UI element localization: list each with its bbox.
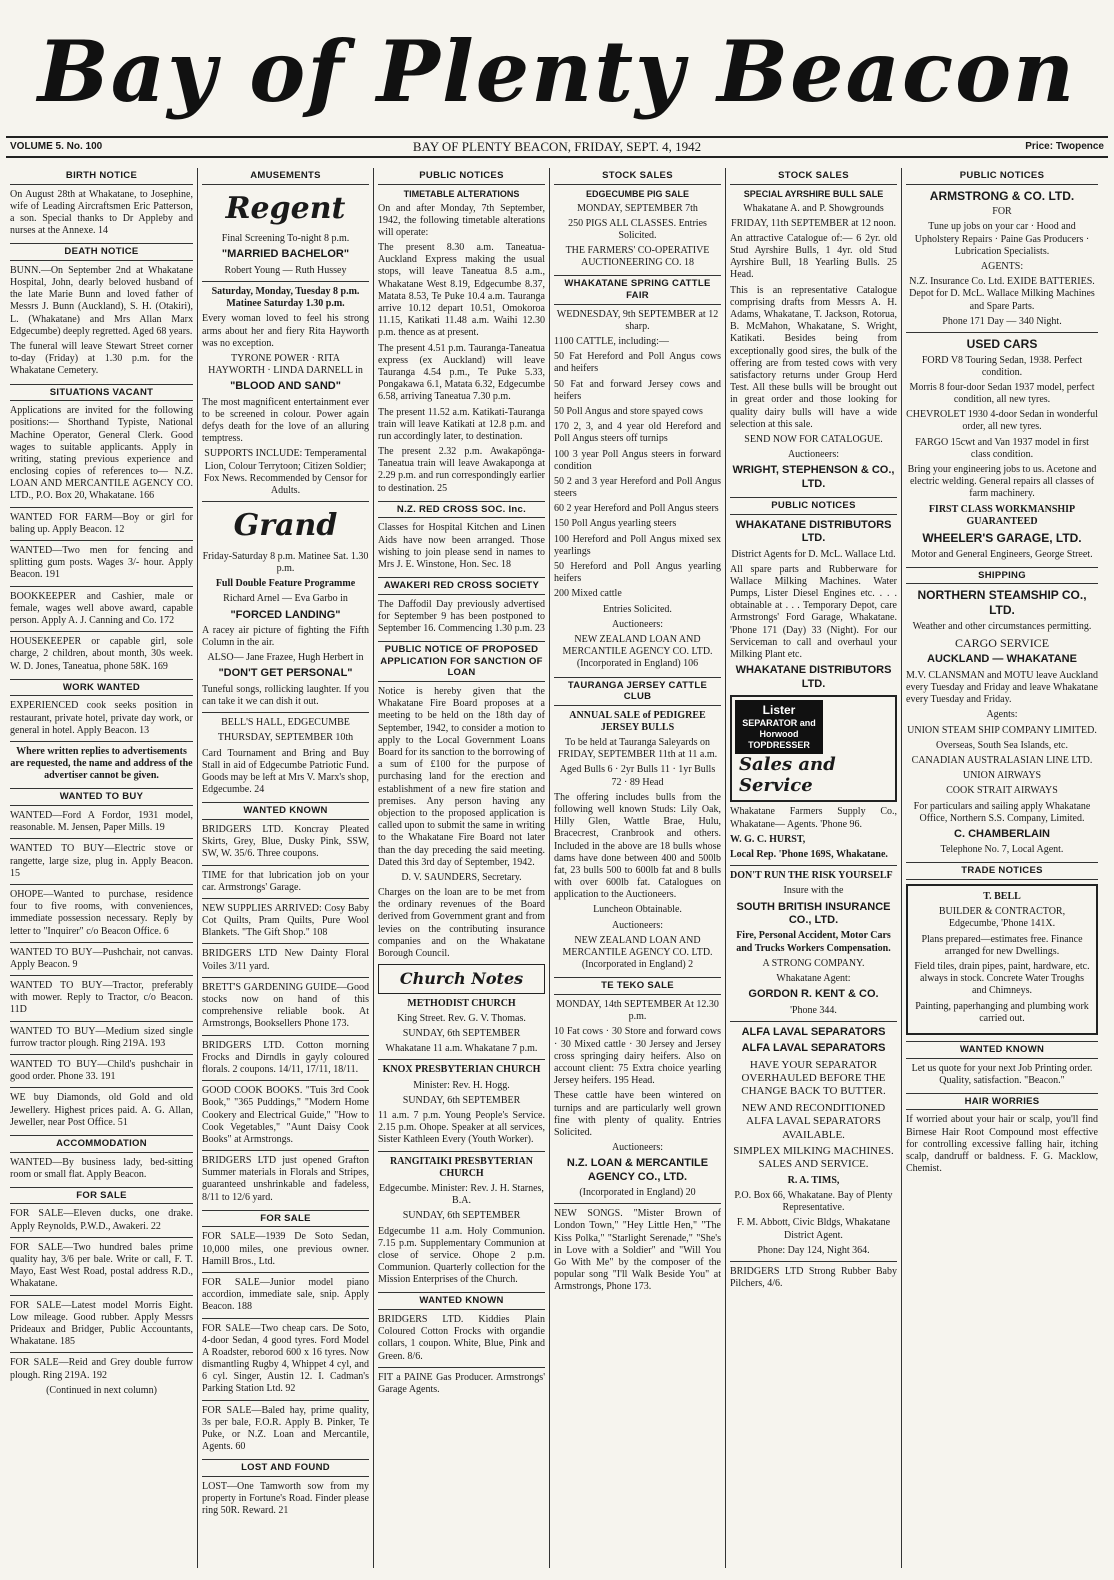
wanted-known-heading: WANTED KNOWN xyxy=(378,1292,545,1310)
abbott-phone: Phone: Day 124, Night 364. xyxy=(757,1244,870,1256)
union-airways: UNION AIRWAYS xyxy=(962,770,1042,782)
column-6 xyxy=(902,168,1102,1568)
classified-ad: WANTED FOR FARM—Boy or girl for baling up. Apply Beacon. 12 xyxy=(10,511,193,535)
distributors-name: WHAKATANE DISTRIBUTORS LTD. xyxy=(735,664,892,690)
ayrshire-heading: SPECIAL AYRSHIRE BULL SALE xyxy=(743,188,884,199)
insurance-types: Fire, Personal Accident, Motor Cars and Trucks Workers Compensation. xyxy=(736,930,891,954)
cattle-line: 50 Fat and forward Jersey cows and heifers xyxy=(554,378,721,402)
shipping-heading: SHIPPING xyxy=(906,567,1098,585)
classified-ad: BRIDGERS LTD. Cotton morning Frocks and Dirndls in gayly coloured florals. 2 coupons. 14/11, 17/11, 18/11. xyxy=(202,1039,369,1075)
classified-ad: FOR SALE—Two cheap cars. De Soto, 4-door Sedan, 4 good tyres. Ford Model A Roadster, reborod 600 x 16 tyres. Now dismantling Rugby 4, Whippet 4 cyl, and 6 cyl. Singer, Austin 12. I. Cadman's Parking Station Ltd. 92 xyxy=(202,1322,369,1395)
lister-logo xyxy=(735,700,823,754)
auctioneer: NEW ZEALAND LOAN AND MERCANTILE AGENCY CO. LTD. (Incorporated in England) 2 xyxy=(562,934,713,971)
classified-ad: WE buy Diamonds, old Gold and old Jewellery. Highest prices paid. A. G. Allan, Jeweller, near Post Office. 51 xyxy=(10,1092,193,1128)
cattle-line: 50 Poll Angus and store spayed cows xyxy=(554,405,703,417)
chamberlain-sub: Telephone No. 7, Local Agent. xyxy=(940,844,1064,856)
jersey-text: The offering includes bulls from the following well known Studs: Lily Oak, Hilly Glen, Wattle Brae, Hulu, Bracecrest, Cranbrook and others. Included in the above are 18 bulls whose dams have done between 400 and 500lb fat, 23 bulls 500 to 600lb fat and 8 bulls with over 600lb fat. Catalogues on application to the Auctioneers. xyxy=(554,791,721,901)
te-teko-note: These cattle have been wintered on turnips and are particularly well grown fine with plenty of quality. Entries Solicited. xyxy=(554,1090,721,1138)
cattle-line: 200 Mixed cattle xyxy=(554,588,622,600)
te-teko-heading: TE TEKO SALE xyxy=(554,977,721,995)
columns xyxy=(6,168,1108,1568)
cattle-line: Entries Solicited. xyxy=(603,603,672,615)
hurst-sub: Local Rep. 'Phone 169S, Whakatane. xyxy=(730,849,888,860)
insurance-company: SOUTH BRITISH INSURANCE CO., LTD. xyxy=(736,900,891,926)
film-blurb: The most magnificent entertainment ever to be screened in colour. Power again defys death for the love of an alluring temptress. xyxy=(202,396,369,445)
cattle-fair-heading: WHAKATANE SPRING CATTLE FAIR xyxy=(554,275,721,304)
nz-loan-sub: (Incorporated in England) 20 xyxy=(579,1187,696,1199)
public-notices-heading: PUBLIC NOTICES xyxy=(906,168,1098,185)
classified-ad: GOOD COOK BOOKS. "Tuis 3rd Cook Book," "365 Puddings," "Modern Home Cookery and Electrical Guide," "How to Cook Vegetables," "Aunt Daisy Cook Books" at Armstrongs. xyxy=(202,1085,369,1145)
agents-label: AGENTS: xyxy=(980,260,1024,272)
classified-ad: FOR SALE—Two hundred bales prime quality hay, 3/6 per bale. Write or call, F. T. Mayo, East West Road, postal address R.D., Whakatane. xyxy=(10,1241,193,1290)
classified-ad: FOR SALE—Junior model piano accordion, immediate sale, snip. Apply Beacon. 188 xyxy=(202,1276,369,1313)
workmanship: FIRST CLASS WORKMANSHIP GUARANTEED xyxy=(928,503,1076,527)
trade-notices-heading: TRADE NOTICES xyxy=(906,862,1098,880)
date-line: BAY OF PLENTY BEACON, FRIDAY, SEPT. 4, 1942 xyxy=(412,139,702,154)
district-agents: District Agents for D. McL. Wallace Ltd. xyxy=(731,548,896,560)
canadian-line: CANADIAN AUSTRALASIAN LINE LTD. xyxy=(911,754,1093,766)
classified-ad: FOR SALE—Reid and Grey double furrow plough. Ring 219A. 192 xyxy=(10,1357,193,1381)
cook-strait-airways: COOK STRAIT AIRWAYS xyxy=(946,785,1058,797)
wheeler-sub: Motor and General Engineers, George Street. xyxy=(911,548,1093,560)
used-car: FORD V8 Touring Sedan, 1938. Perfect condition. xyxy=(921,354,1083,378)
regent-logo: Regent xyxy=(225,190,346,226)
church-times: 11 a.m. 7 p.m. Young People's Service. 2.15 p.m. Ohope. Speaker at all services, Sister Kathleen Every (Youth Worker). xyxy=(378,1110,545,1146)
cattle-line: 100 3 year Poll Angus steers in forward condition xyxy=(554,448,721,472)
risk-heading: DON'T RUN THE RISK YOURSELF xyxy=(730,870,893,882)
film-cast: Robert Young — Ruth Hussey xyxy=(224,264,347,276)
strong-company: A STRONG COMPANY. xyxy=(762,957,865,969)
column-3 xyxy=(374,168,550,1568)
classified-ad: FOR SALE—Baled hay, prime quality, 3s per bale, F.O.R. Apply B. Pinker, Te Puke, or N.Z. Loan and Mercantile, Agents. 60 xyxy=(202,1404,369,1453)
wanted-buy-heading: WANTED TO BUY xyxy=(10,788,193,806)
pig-sale-text: 250 PIGS ALL CLASSES. Entries Solicited. xyxy=(568,217,707,241)
loan-charges: Charges on the loan are to be met from the ordinary revenues of the Board derived from Government grant and from levies on the contributing insurance companies and on the Whakatane Borough Council. xyxy=(378,887,545,959)
situations-ad: Applications are invited for the following positions:— Shorthand Typiste, National Machine Operator, General Clerk. Good wages to suitable applicants. Apply in writing, stating previous experience and enclosing copies of references to— N.Z. LOAN AND MERCANTILE AGENCY CO. LTD., P.O. Box 20, Whakatane. 166 xyxy=(10,405,193,502)
column-1 xyxy=(6,168,198,1568)
birth-heading: BIRTH NOTICE xyxy=(10,168,193,185)
wanted-known-heading: WANTED KNOWN xyxy=(906,1041,1098,1059)
catalogue-note: SEND NOW FOR CATALOGUE. xyxy=(744,433,883,445)
classified-ad: FOR SALE—Latest model Morris Eight. Low mileage. Good rubber. Apply Messrs Prideaux and Bridger, Public Accountants, Whakatane. 185 xyxy=(10,1299,193,1348)
volume-number: VOLUME 5. No. 100 xyxy=(10,141,103,152)
armstrong-services: Tune up jobs on your car · Hood and Upholstery Repairs · Paine Gas Producers · Lubrication Specialists. xyxy=(914,221,1090,257)
film-blurb: A racey air picture of fighting the Fifth Column in the air. xyxy=(202,624,369,649)
agents-label: Agents: xyxy=(986,709,1018,721)
film-title: "MARRIED BACHELOR" xyxy=(221,248,350,261)
te-teko-list: 10 Fat cows · 30 Store and forward cows · 30 Mixed cattle · 30 Jersey and Jersey cross springing dairy heifers. Also on account client: 75 Extra choice yearling Jersey heifers. 195 Head. xyxy=(554,1026,721,1087)
classified-ad: TIME for that lubrication job on your car. Armstrongs' Garage. xyxy=(202,869,369,893)
cattle-line: 60 2 year Hereford and Poll Angus steers xyxy=(554,503,719,515)
alfa-text: HAVE YOUR SEPARATOR OVERHAULED BEFORE THE CHANGE BACK TO BUTTER. xyxy=(741,1058,886,1098)
ships-text: M.V. CLANSMAN and MOTU leave Auckland every Tuesday and Friday and leave Whakatane every Tuesday and Friday. xyxy=(906,669,1098,706)
used-car: CHEVROLET 1930 4-door Sedan in wonderful order, all new tyres. xyxy=(906,409,1098,433)
public-notices-heading: PUBLIC NOTICES xyxy=(378,168,545,185)
classified-ad: WANTED—By business lady, bed-sitting room or small flat. Apply Beacon. xyxy=(10,1156,193,1180)
classified-ad: BRETT'S GARDENING GUIDE—Good stocks now on hand of this comprehensive reliable book. At Armstrongs, Booksellers Phone 173. xyxy=(202,981,369,1030)
classified-ad: WANTED TO BUY—Pushchair, not canvas. Apply Beacon. 9 xyxy=(10,946,193,970)
alfa-laval-heading: ALFA LAVAL SEPARATORS xyxy=(741,1042,886,1055)
route: AUCKLAND — WHAKATANE xyxy=(927,653,1077,666)
classified-ad: NEW SUPPLIES ARRIVED: Cosy Baby Cot Quilts, Pram Quilts, Pure Wool Blankets. "The Gift Shop." 108 xyxy=(202,902,369,939)
cattle-line: 1100 CATTLE, including:— xyxy=(554,336,669,348)
replies-note: Where written replies to advertisements are requested, the name and address of the advertiser cannot be given. xyxy=(10,745,193,782)
stock-sales-heading: STOCK SALES xyxy=(554,168,721,185)
tims-sub: P.O. Box 66, Whakatane. Bay of Plenty Representative. xyxy=(734,1189,893,1214)
event-text: Card Tournament and Bring and Buy Stall in aid of Edgecumbe Patriotic Fund. Goods may be left at Mrs V. Marx's shop, Edgecumbe. 24 xyxy=(202,747,369,796)
pig-sale-heading: EDGECUMBE PIG SALE xyxy=(585,188,689,199)
church-name: KNOX PRESBYTERIAN CHURCH xyxy=(382,1064,541,1076)
classified-ad: FOR SALE—1939 De Soto Sedan, 10,000 miles, one previous owner. Hamill Bros., Ltd. xyxy=(202,1231,369,1267)
lost-found-heading: LOST AND FOUND xyxy=(202,1459,369,1477)
classified-ad: WANTED TO BUY—Tractor, preferably with mower. Reply to Tractor, c/o Beacon. 11D xyxy=(10,980,193,1016)
cattle-line: 150 Poll Angus yearling steers xyxy=(554,518,677,530)
wheeler-garage: WHEELER'S GARAGE, LTD. xyxy=(922,530,1082,545)
classified-ad: BRIDGERS LTD. Kiddies Plain Coloured Cotton Frocks with organdie collars, 1 coupon. White, Blue, Pink and Green. 8/6. xyxy=(378,1314,545,1362)
classified-ad: WANTED TO BUY—Medium sized single furrow tractor plough. Ring 219A. 193 xyxy=(10,1025,193,1049)
church-times: Whakatane 11 a.m. Whakatane 7 p.m. xyxy=(385,1043,538,1055)
wanted-known-heading: WANTED KNOWN xyxy=(202,802,369,820)
classified-ad: HOUSEKEEPER or capable girl, sole charge, 2 children, about month, 30s week. W. D. Jones, Taneatua, phone 58K. 169 xyxy=(10,636,193,672)
engineering: Bring your engineering jobs to us. Acetone and electric welding. General repairs all classes of farm machinery. xyxy=(907,464,1097,500)
grand-logo: Grand xyxy=(233,508,338,544)
awakeri-text: The Daffodil Day previously advertised for September 9 has been postponed to September 16. Commencing 1.30 p.m. 23 xyxy=(378,598,545,635)
sales-service-logo: Sales and Service xyxy=(739,753,836,797)
northern-steamship: NORTHERN STEAMSHIP CO., LTD. xyxy=(917,588,1087,617)
column-4 xyxy=(550,168,726,1568)
lister-products: SEPARATOR and Horwood TOPDRESSER xyxy=(742,717,816,750)
film-title: "FORCED LANDING" xyxy=(230,608,341,621)
te-teko-date: MONDAY, 14th SEPTEMBER At 12.30 p.m. xyxy=(556,999,719,1023)
work-heading: WORK WANTED xyxy=(10,679,193,697)
bell-text: Plans prepared—estimates free. Finance arranged for new Dwellings. xyxy=(921,933,1083,957)
used-car: Morris 8 four-door Sedan 1937 model, perfect condition, all new tyres. xyxy=(909,381,1095,406)
public-notices-heading: PUBLIC NOTICES xyxy=(730,497,897,515)
for-sale-heading: FOR SALE xyxy=(10,1187,193,1205)
used-cars-heading: USED CARS xyxy=(966,336,1038,351)
loan-text: Notice is hereby given that the Whakatane Fire Board proposes at a meeting to be held on the 18th day of September, 1942, to consider a motion to apply to the Local Government Loans Board for its sanction to the borrowing of a sum of £100 for the purpose of purchasing land for the erection and establishment of a new fire station and premises. Any person having any objection to the proposed application is called upon to submit the same in writing to the Whakatane Fire Board not later than the day preceding the said meeting. Dated this 3rd day of September, 1942. xyxy=(378,686,545,868)
cattle-line: 50 Hereford and Poll Angus yearling heifers xyxy=(554,561,721,585)
column-5 xyxy=(726,168,902,1568)
bell-advert xyxy=(906,884,1098,1035)
pig-sale-date: MONDAY, SEPTEMBER 7th xyxy=(577,202,698,214)
church-date: SUNDAY, 6th SEPTEMBER xyxy=(402,1210,521,1222)
ayrshire-text: An attractive Catalogue of:— 6 2yr. old Stud Ayrshire Bulls, 1 4yr. old Stud Ayrshire Bull, 18 Yearling Bulls. 25 Head. xyxy=(730,232,897,281)
classified-ad: FOR SALE—Eleven ducks, one drake. Apply Reynolds, P.W.D., Awakeri. 22 xyxy=(10,1208,193,1232)
chamberlain: C. CHAMBERLAIN xyxy=(954,827,1050,840)
film-title: "DON'T GET PERSONAL" xyxy=(218,667,353,680)
agents-text: N.Z. Insurance Co. Ltd. EXIDE BATTERIES. Depot for D. McL. Wallace Milking Machines and Spare Parts. xyxy=(909,276,1095,312)
hair-worries-heading: HAIR WORRIES xyxy=(906,1093,1098,1111)
simplex: SIMPLEX MILKING MACHINES. SALES AND SERVICE. xyxy=(733,1144,894,1171)
timetable-text: On and after Monday, 7th September, 1942, the following timetable alterations will operate: xyxy=(378,202,545,238)
birth-notice: On August 28th at Whakatane, to Josephine, wife of Leading Aircraftsmen Eric Patterson, a son. Special thanks to Dr Appleby and nurses at the Annexe. 14 xyxy=(10,188,193,237)
church-minister: Minister: Rev. H. Hogg. xyxy=(413,1079,510,1091)
loan-heading: PUBLIC NOTICE OF PROPOSED APPLICATION FOR SANCTION OF LOAN xyxy=(378,641,545,682)
church-minister: Edgecumbe. Minister: Rev. J. H. Starnes, B.A. xyxy=(379,1182,544,1207)
agent-phone: 'Phone 344. xyxy=(790,1004,837,1016)
ayrshire-where: Whakatane A. and P. Showgrounds xyxy=(743,202,884,214)
distributors-text: All spare parts and Rubberware for Wallace Milking Machines. Water Pumps, Lister Diesel Engines etc. . . . obtainable at . . . Temporary Depot, care Armstrongs' Ford Garage, Whakatane. 'Phone 171 (Day) 33 (Night). For our Serviceman to call and overhaul your Milking Plant etc. xyxy=(730,563,897,660)
classified-ad: BOOKKEEPER and Cashier, male or female, wages well above award, capable person. Apply A. J. Canning and Co. 172 xyxy=(10,590,193,626)
ayrshire-date: FRIDAY, 11th SEPTEMBER at 12 noon. xyxy=(731,217,896,229)
red-cross-heading: N.Z. RED CROSS SOC. Inc. xyxy=(378,501,545,519)
church-date: SUNDAY, 6th SEPTEMBER xyxy=(402,1028,521,1040)
masthead xyxy=(0,0,1114,140)
supports: SUPPORTS INCLUDE: Temperamental Lion, Colour Terrytoon; Citizen Soldier; Fox News. Recommended by Censor for Adults. xyxy=(203,448,368,496)
film-title: "BLOOD AND SAND" xyxy=(230,380,341,393)
classified-ad: FIT a PAINE Gas Producer. Armstrongs' Garage Agents. xyxy=(378,1371,545,1395)
armstrong-phone: Phone 171 Day — 340 Night. xyxy=(942,315,1062,327)
film-blurb: Tuneful songs, rollicking laughter. If you can take it we can dish it out. xyxy=(202,683,369,708)
bell-tiles: Field tiles, drain pipes, paint, hardware, etc. always in stock. Concrete Water Troughs and Chimneys. xyxy=(914,960,1090,997)
tims-name: R. A. TIMS, xyxy=(787,1174,840,1186)
agent-name: GORDON R. KENT & CO. xyxy=(748,988,879,1001)
church-times: Edgecumbe 11 a.m. Holy Communion. 7.15 p.m. Supplementary Communion at close of service. Ohope 2 p.m. Communion. Quarterly collection for the Mission Enterprises of the Church. xyxy=(378,1225,545,1286)
situations-heading: SITUATIONS VACANT xyxy=(10,384,193,402)
wright-stephenson: WRIGHT, STEPHENSON & CO., LTD. xyxy=(732,464,895,490)
alfa-laval-heading: ALFA LAVAL SEPARATORS xyxy=(741,1025,886,1038)
bell-paint: Painting, paperhanging and plumbing work carried out. xyxy=(915,1000,1089,1024)
cattle-line: 50 Fat Hereford and Poll Angus cows and heifers xyxy=(554,351,721,375)
jersey-sub: ANNUAL SALE of PEDIGREE JERSEY BULLS xyxy=(569,709,706,733)
bell-name: T. BELL xyxy=(983,891,1021,903)
church-date: SUNDAY, 6th SEPTEMBER xyxy=(402,1094,521,1106)
red-cross-text: Classes for Hospital Kitchen and Linen Aids have now been arranged. Those wishing to join please send in names to Mrs J. E. Winstone, Hon. Sec. 18 xyxy=(378,522,545,570)
auctioneer: THE FARMERS' CO-OPERATIVE AUCTIONEERING CO. 18 xyxy=(565,245,710,269)
cattle-fair-date: WEDNESDAY, 9th SEPTEMBER at 12 sharp. xyxy=(556,308,719,332)
bell-sub: BUILDER & CONTRACTOR, Edgecumbe, 'Phone 141X. xyxy=(938,906,1066,930)
death-heading: DEATH NOTICE xyxy=(10,243,193,261)
film-cast: ALSO— Jane Frazee, Hugh Herbert in xyxy=(207,652,364,664)
nz-loan-logo: N.Z. LOAN & MERCANTILE AGENCY CO., LTD. xyxy=(566,1157,709,1183)
event-heading: BELL'S HALL, EDGECUMBE xyxy=(221,717,350,729)
matinee-times: Saturday, Monday, Tuesday 8 p.m. Matinee Saturday 1.30 p.m. xyxy=(211,285,360,310)
auctioneers-label: Auctioneers: xyxy=(787,449,840,461)
used-car: FARGO 15cwt and Van 1937 model in first class condition. xyxy=(915,436,1089,460)
price: Price: Twopence xyxy=(1025,141,1104,152)
church-minister: King Street. Rev. G. V. Thomas. xyxy=(397,1012,526,1024)
event-date: THURSDAY, SEPTEMBER 10th xyxy=(217,732,354,744)
classified-ad: LOST—One Tamworth sow from my property in Fortune's Road. Finder please ring 50R. Reward. 21 xyxy=(202,1481,369,1517)
timetable-heading: TIMETABLE ALTERATIONS xyxy=(403,188,520,199)
funeral-notice: The funeral will leave Stewart Street corner to-day (Friday) at 1.30 p.m. for the Whakatane Cemetery. xyxy=(10,341,193,377)
classified-ad: BRIDGERS LTD. Koncray Pleated Skirts, Grey, Blue, Dusky Pink, SSW, SW, W. 35/6. Three coupons. xyxy=(202,823,369,860)
classified-ad: If worried about your hair or scalp, you'll find Birnese Hair Root Compound most effective for controlling excessive falling hair, itching scalp, dandruff or baldness. F. G. Macklow, Chemist. xyxy=(906,1114,1098,1175)
union-steamship: UNION STEAM SHIP COMPANY LIMITED. xyxy=(907,724,1097,736)
classified-ad: OHOPE—Wanted to purchase, residence four to five rooms, with conveniences, immediate possession necessary. Reply by letter to "Inquirer" c/o Beacon Office. 6 xyxy=(10,888,193,937)
ayrshire-more: This is an representative Catalogue comprising drafts from Messrs A. H. Adams, Whakatane, T. Jackson, Rotorua, B. McMahon, Whakatane, S. Wright, Katikati. Besides being from exceptionally good sires, the bulk of the offering are from tested cows with very satisfactory returns under Group Herd Test. All these bulls will be brought out in great order and those looking for quality dairy bulls will have a wide selection at this sale. xyxy=(730,284,897,430)
jersey-counts: Aged Bulls 6 · 2yr Bulls 11 · 1yr Bulls 72 · 89 Head xyxy=(559,764,716,788)
cattle-line: 100 Hereford and Poll Angus mixed sex yearlings xyxy=(554,533,721,557)
armstrong-name: ARMSTRONG & CO. LTD. xyxy=(929,188,1075,203)
jersey-heading: TAURANGA JERSEY CATTLE CLUB xyxy=(554,677,721,706)
lister-advert xyxy=(730,695,897,802)
continued-note: (Continued in next column) xyxy=(46,1384,157,1396)
dateline xyxy=(6,136,1108,158)
timetable-text: The present 11.52 a.m. Katikati-Tauranga train will leave Katikati at 12.8 p.m. and run accordingly later, to destination. xyxy=(378,406,545,442)
death-notice: BUNN.—On September 2nd at Whakatane Hospital, John, dearly beloved husband of the late Marie Bunn and loved father of Messrs J. Bunn (Auckland), S. H. (Otakiri), L. (Whakatane) and Mrs Allan Marx Edgecumbe) deeply regretted. Aged 68 years. xyxy=(10,264,193,337)
classified-ad: WANTED TO BUY—Electric stove or rangette, large size, plug in. Apply Beacon. 15 xyxy=(10,843,193,879)
loan-signature: D. V. SAUNDERS, Secretary. xyxy=(401,871,522,883)
classified-ad: Let us quote for your next Job Printing order. Quality, satisfaction. "Beacon." xyxy=(911,1062,1093,1086)
timetable-text: The present 4.51 p.m. Tauranga-Taneatua express (ex Auckland) will leave Tauranga 4.54 p.m., Te Puke 5.33, Pongakawa 6.1, Matata 6.32, Edgecumbe 6.58, arriving Taneatua 7.30 p.m. xyxy=(378,342,545,403)
agent-label: Whakatane Agent: xyxy=(776,972,851,984)
auctioneers-label: Auctioneers: xyxy=(611,618,664,630)
column-2 xyxy=(198,168,374,1568)
classified-ad: WANTED TO BUY—Child's pushchair in good order. Phone 33. 191 xyxy=(10,1059,193,1083)
weather-note: Weather and other circumstances permitting. xyxy=(912,620,1092,632)
classified-ad: EXPERIENCED cook seeks position in restaurant, private hotel, private day work, or general in hotel. Apply Beacon. 13 xyxy=(10,700,193,736)
lister-brand: Lister xyxy=(762,703,796,717)
film-cast: TYRONE POWER · RITA HAYWORTH · LINDA DARNELL in xyxy=(208,352,363,377)
awakeri-heading: AWAKERI RED CROSS SOCIETY xyxy=(378,577,545,595)
amusements-heading: AMUSEMENTS xyxy=(202,168,369,185)
accommodation-heading: ACCOMMODATION xyxy=(10,1135,193,1153)
classified-ad: BRIDGERS LTD New Dainty Floral Voiles 3/11 yard. xyxy=(202,948,369,972)
luncheon: Luncheon Obtainable. xyxy=(593,904,682,916)
hurst-name: W. G. C. HURST, xyxy=(730,833,806,845)
auctioneers-label: Auctioneers: xyxy=(611,919,664,931)
church-name: RANGITAIKI PRESBYTERIAN CHURCH xyxy=(390,1155,533,1179)
cattle-line: 170 2, 3, and 4 year old Hereford and Poll Angus steers off turnips xyxy=(554,421,721,445)
newspaper-title: Bay of Plenty Beacon xyxy=(37,22,1077,121)
for-label: FOR xyxy=(992,206,1012,218)
church-notes-banner: Church Notes xyxy=(378,964,545,994)
abbott: F. M. Abbott, Civic Bldgs, Whakatane District Agent. xyxy=(736,1217,891,1241)
cattle-line: 50 2 and 3 year Hereford and Poll Angus steers xyxy=(554,475,721,500)
auctioneers-label: Auctioneers: xyxy=(611,1142,664,1154)
cargo-service: CARGO SERVICE xyxy=(954,635,1050,650)
overseas: Overseas, South Sea Islands, etc. xyxy=(936,739,1068,751)
classified-ad: WANTED—Ford A Fordor, 1931 model, reasonable. M. Jensen, Paper Mills. 19 xyxy=(10,810,193,834)
auctioneer: NEW ZEALAND LOAN AND MERCANTILE AGENCY CO. LTD. (Incorporated in England) 106 xyxy=(562,633,713,670)
film-cast: Richard Arnel — Eva Garbo in xyxy=(223,593,348,605)
classified-ad: BRIDGERS LTD just opened Grafton Summer materials in Florals and Stripes, guaranteed unshrinkable and fadeless, 8/11 to 12/6 yard. xyxy=(202,1155,369,1203)
jersey-where: To be held at Tauranga Saleyards on FRIDAY, SEPTEMBER 11th at 11 a.m. xyxy=(557,737,718,761)
screening-time: Final Screening To-night 8 p.m. xyxy=(221,233,350,245)
insure-label: Insure with the xyxy=(783,885,844,897)
alfa-new: NEW AND RECONDITIONED ALFA LAVAL SEPARATORS AVAILABLE. xyxy=(741,1101,886,1141)
lister-agents: Whakatane Farmers Supply Co., Whakatane— Agents. 'Phone 96. xyxy=(730,806,897,830)
timetable-text: The present 8.30 a.m. Taneatua-Auckland Express making the usual stops, will leave Taneatua 8.5 a.m., Whakatane West 8.19, Edgecumbe 8.37, Matata 8.53, Te Puke 10.4 a.m. Tauranga arrive 10.12 depart 10.51, Omokoroa 11.15, Katikati 11.48 a.m. Waihi 12.30 p.m. thence as at present. xyxy=(378,242,545,339)
timetable-text: The present 2.32 p.m. Awakapönga-Taneatua train will leave Awakaponga at 2.29 p.m. and run correspondingly earlier to destination. 25 xyxy=(378,446,545,494)
for-sale-heading: FOR SALE xyxy=(202,1210,369,1228)
film-blurb: Every woman loved to feel his strong arms about her and fiery Rita Hayworth was no exception. xyxy=(202,313,369,349)
classified-ad: NEW SONGS. "Mister Brown of London Town," "Hey Little Hen," "The Kiss Polka," "Starlight Serenade," "She's in Love with a Soldier" and "Will You Go With Me" by the composer of the popular song "I'll Walk Beside You" at Armstrongs, Phone 173. xyxy=(554,1208,721,1293)
programme: Full Double Feature Programme xyxy=(215,578,356,590)
screening-time: Friday-Saturday 8 p.m. Matinee Sat. 1.30 p.m. xyxy=(202,550,369,574)
classified-ad: WANTED—Two men for fencing and splitting gum posts. Wages 3/- hour. Apply Beacon. 191 xyxy=(10,545,193,581)
church-name: METHODIST CHURCH xyxy=(407,997,516,1009)
distributors-name: WHAKATANE DISTRIBUTORS LTD. xyxy=(735,518,892,545)
stock-sales-heading: STOCK SALES xyxy=(730,168,897,185)
classified-ad: BRIDGERS LTD Strong Rubber Baby Pilchers, 4/6. xyxy=(730,1265,897,1290)
sailing-note: For particulars and sailing apply Whakatane Office, Northern S.S. Company, Limited. xyxy=(913,800,1091,824)
